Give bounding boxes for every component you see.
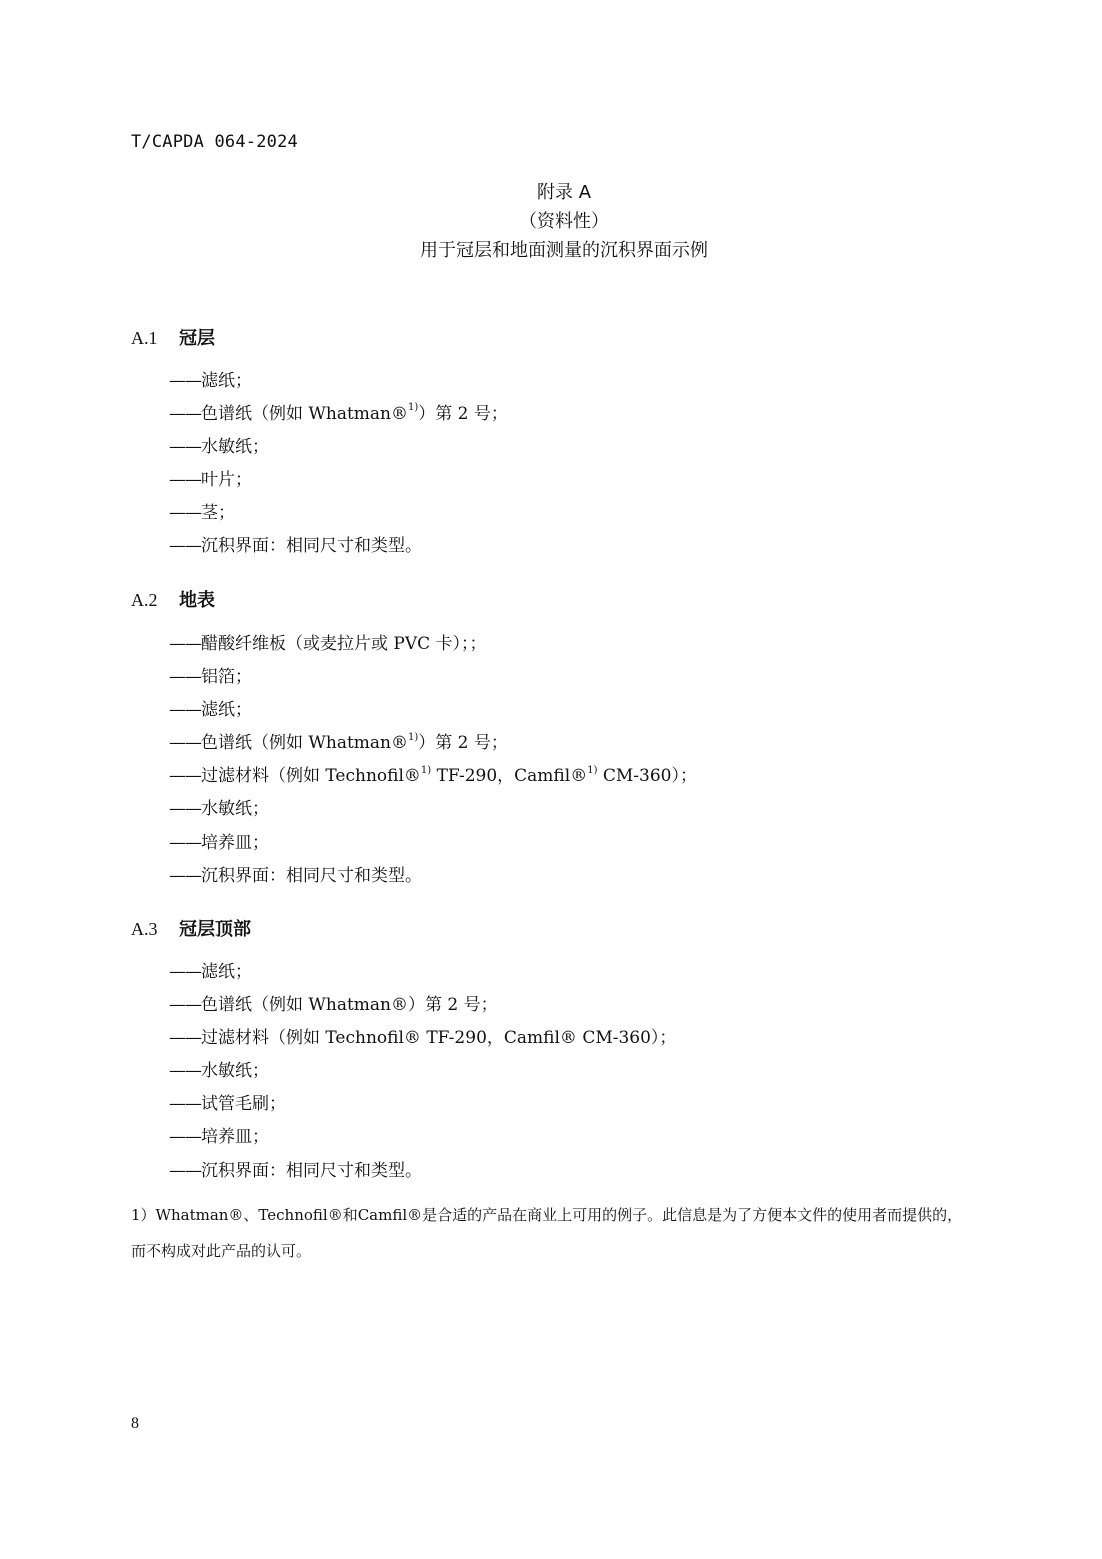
- list-item: ——色谱纸（例如 Whatman®$^{1)}$）第 2 号；: [169, 402, 508, 425]
- list-item: ——滤纸；: [169, 371, 252, 391]
- appendix-title-block: [0, 178, 1102, 265]
- section-list-a3: [169, 956, 676, 1188]
- section-list-a1: [169, 365, 508, 564]
- section-heading-a1: [131, 324, 215, 350]
- list-item: ——滤纸；: [169, 962, 252, 982]
- list-item: ——叶片；: [169, 470, 252, 491]
- section-heading-a3: [131, 915, 251, 941]
- section-heading-a2: [131, 586, 215, 612]
- list-item: ——水敏纸；: [169, 799, 269, 820]
- list-item: ——铝箔；: [169, 667, 252, 688]
- footnote-line: 而不构成对此产品的认可。: [131, 1242, 312, 1260]
- list-item: ——色谱纸（例如 Whatman®）第 2 号；: [169, 995, 498, 1016]
- footnote-line: 1）Whatman®、Technofil®和Camfil®是合适的产品在商业上可用的例子。此信息是为了方便本文件的使用者而提供的，: [131, 1206, 963, 1224]
- list-item: ——沉积界面：相同尺寸和类型。: [169, 536, 422, 557]
- list-item: ——醋酸纤维板（或麦拉片或 PVC 卡）；；: [169, 634, 487, 654]
- section-number: A.3: [131, 919, 158, 939]
- page-number: 8: [131, 1415, 139, 1432]
- list-item: ——沉积界面：相同尺寸和类型。: [169, 1160, 422, 1181]
- section-list-a2: [169, 628, 697, 893]
- section-title: 冠层顶部: [179, 919, 251, 940]
- section-number: A.1: [131, 328, 158, 348]
- list-item: ——水敏纸；: [169, 1061, 269, 1082]
- list-item: ——水敏纸；: [169, 437, 269, 458]
- list-item: ——培养皿；: [169, 1127, 269, 1148]
- appendix-label: 附录 A: [536, 182, 592, 203]
- appendix-type: （资料性）: [519, 211, 609, 232]
- list-item: ——过滤材料（例如 Technofil®$^{1)}$ TF-290，Camfil®$^{1)}$ CM-360）；: [169, 764, 697, 787]
- list-item: ——试管毛刷；: [169, 1094, 286, 1115]
- section-number: A.2: [131, 590, 158, 610]
- list-item: ——沉积界面：相同尺寸和类型。: [169, 865, 422, 886]
- section-title: 地表: [179, 590, 215, 611]
- list-item: ——茎；: [169, 503, 235, 524]
- appendix-title: 用于冠层和地面测量的沉积界面示例: [420, 240, 708, 261]
- section-title: 冠层: [179, 328, 215, 349]
- list-item: ——滤纸；: [169, 700, 252, 721]
- list-item: ——过滤材料（例如 Technofil® TF-290，Camfil® CM-360）；: [169, 1028, 677, 1049]
- list-item: ——色谱纸（例如 Whatman®$^{1)}$）第 2 号；: [169, 731, 508, 754]
- list-item: ——培养皿；: [169, 832, 269, 853]
- footnote: [131, 1197, 1011, 1269]
- document-code: T/CAPDA 064-2024: [131, 132, 298, 152]
